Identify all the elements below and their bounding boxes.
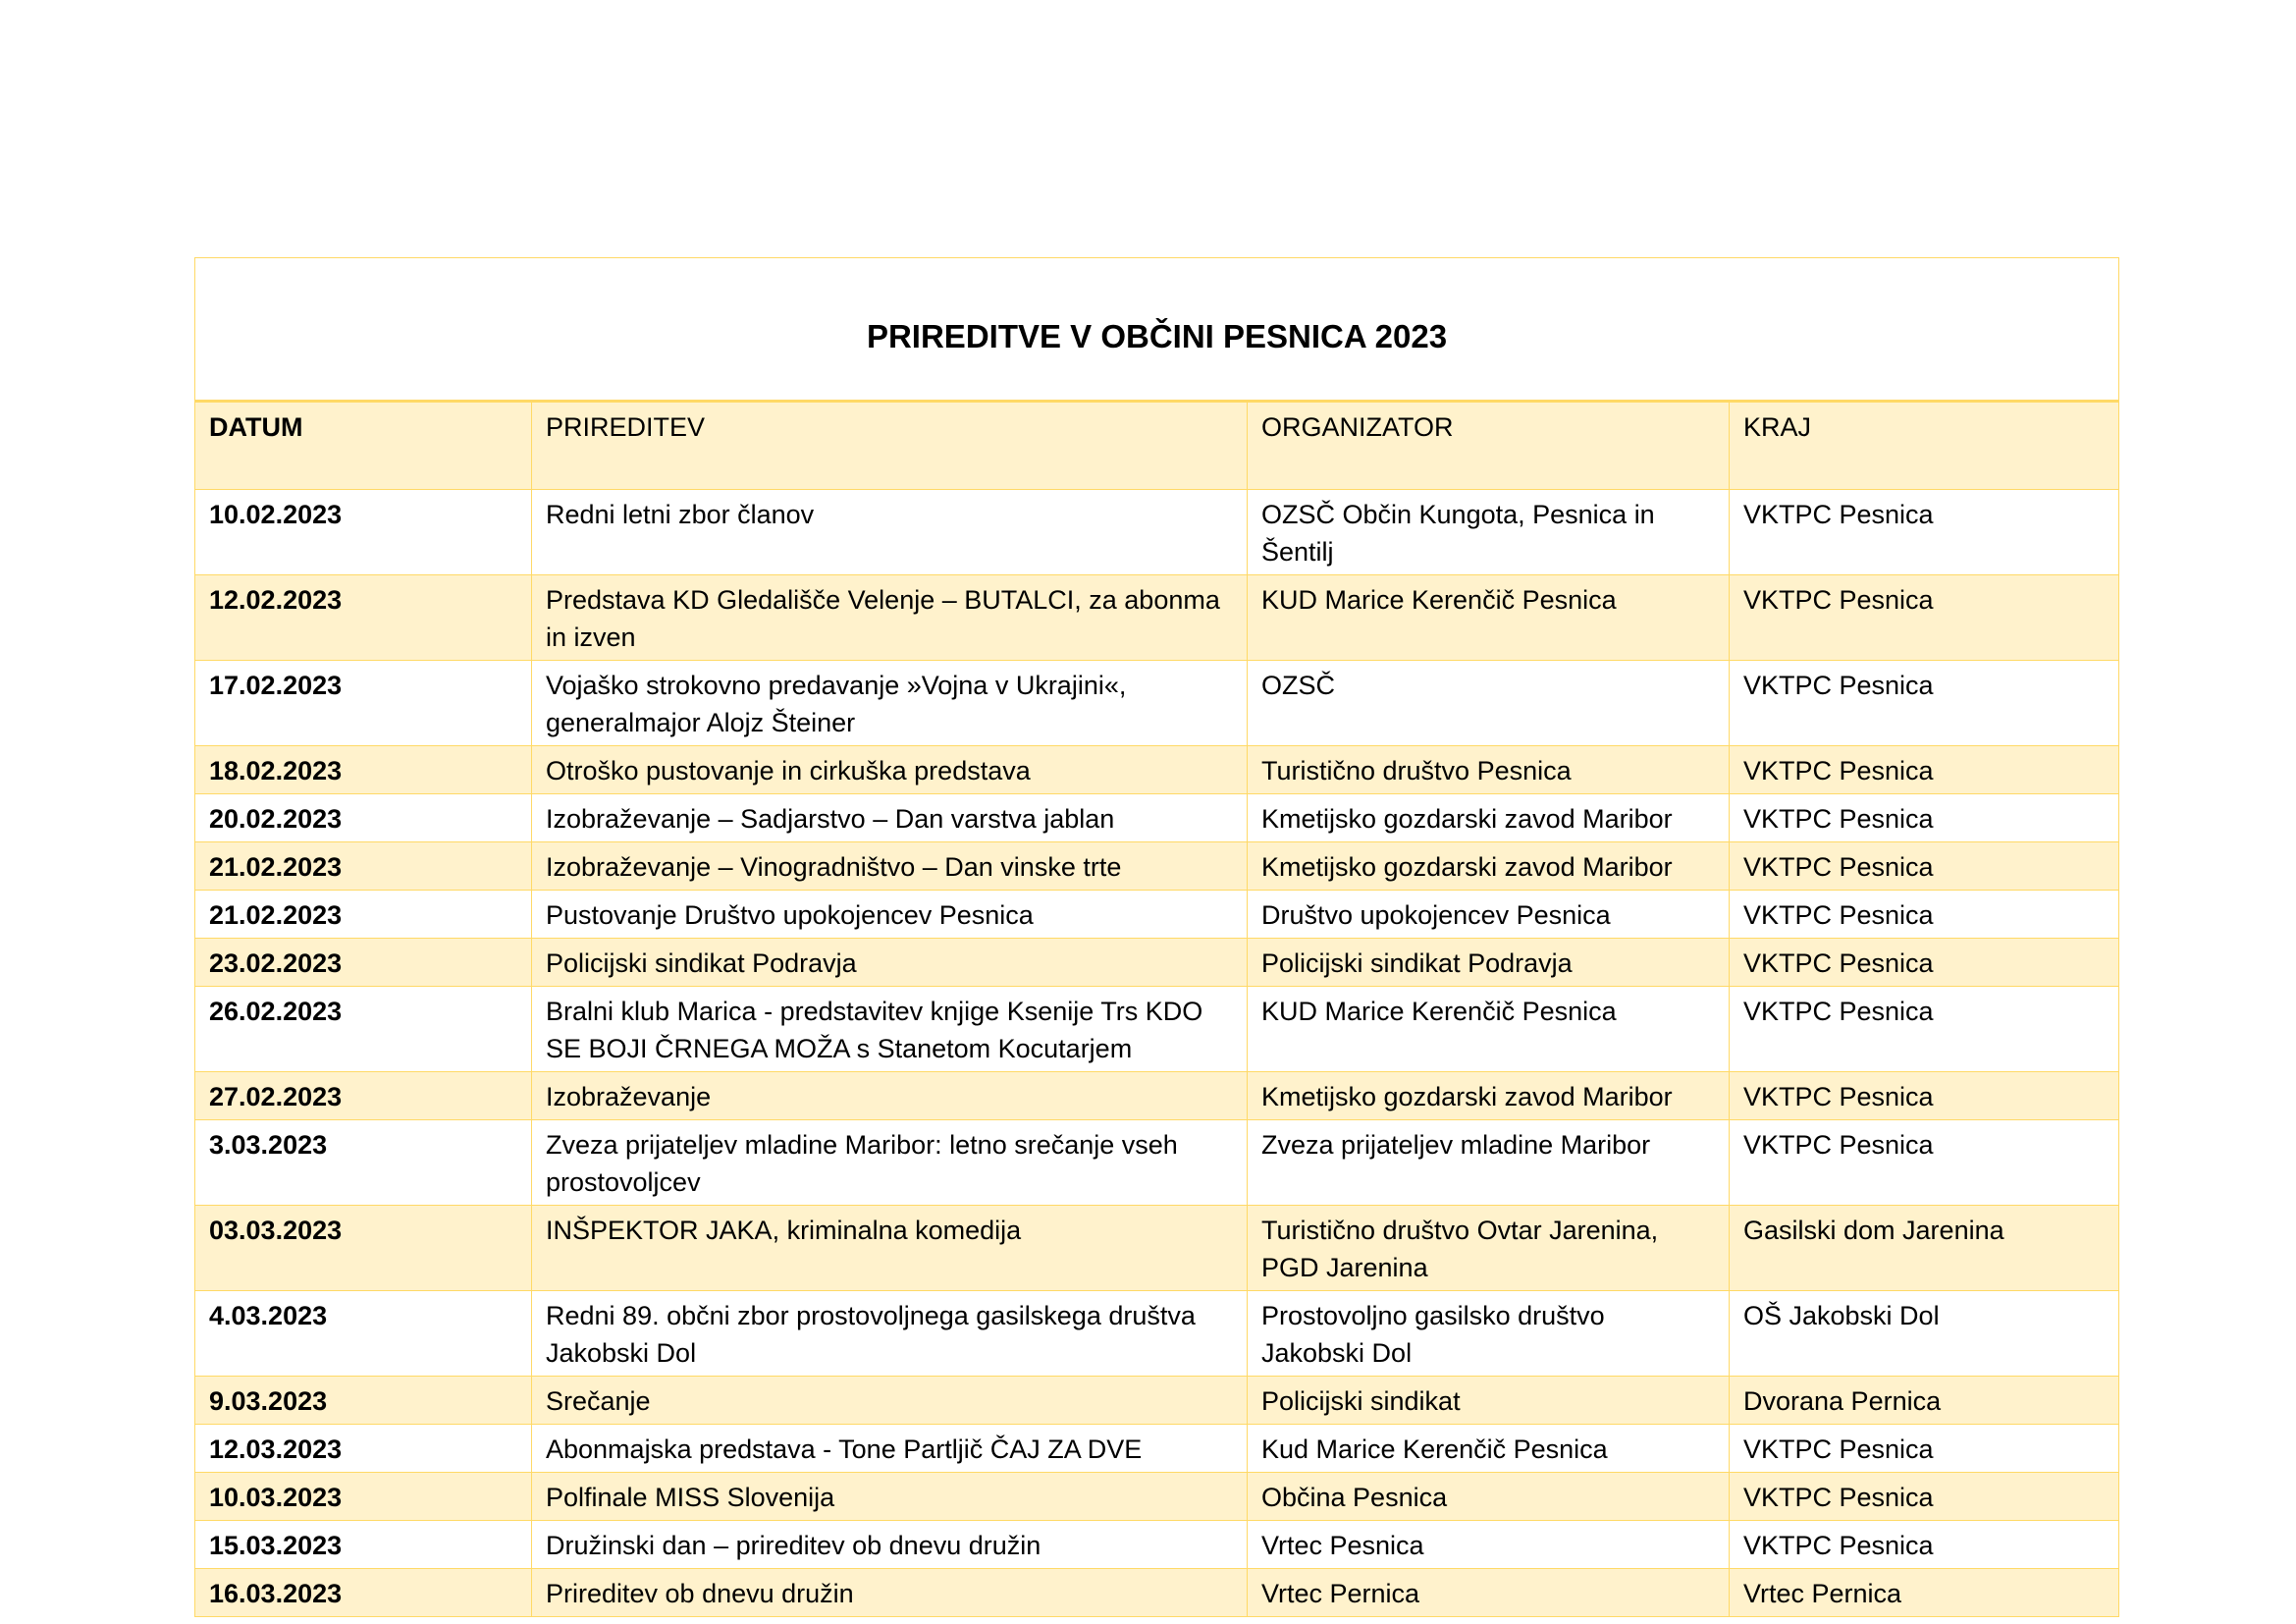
table-row bbox=[195, 1569, 2119, 1617]
cell-place: VKTPC Pesnica bbox=[1730, 575, 2119, 661]
cell-organizer: Kmetijsko gozdarski zavod Maribor bbox=[1248, 842, 1730, 891]
page-title: PRIREDITVE V OBČINI PESNICA 2023 bbox=[866, 318, 1448, 354]
cell-place: VKTPC Pesnica bbox=[1730, 1072, 2119, 1120]
cell-organizer: Društvo upokojencev Pesnica bbox=[1248, 891, 1730, 939]
cell-event: Otroško pustovanje in cirkuška predstava bbox=[532, 746, 1248, 794]
cell-place: VKTPC Pesnica bbox=[1730, 842, 2119, 891]
cell-date: 21.02.2023 bbox=[195, 891, 532, 939]
cell-event: Pustovanje Društvo upokojencev Pesnica bbox=[532, 891, 1248, 939]
cell-place: VKTPC Pesnica bbox=[1730, 794, 2119, 842]
cell-place: Dvorana Pernica bbox=[1730, 1377, 2119, 1425]
cell-event: Predstava KD Gledališče Velenje – BUTALCI, za abonma in izven bbox=[532, 575, 1248, 661]
cell-place: VKTPC Pesnica bbox=[1730, 661, 2119, 746]
cell-date: 10.03.2023 bbox=[195, 1473, 532, 1521]
table-row bbox=[195, 794, 2119, 842]
table-row bbox=[195, 939, 2119, 987]
cell-event: Vojaško strokovno predavanje »Vojna v Ukrajini«, generalmajor Alojz Šteiner bbox=[532, 661, 1248, 746]
cell-organizer: KUD Marice Kerenčič Pesnica bbox=[1248, 575, 1730, 661]
cell-date: 17.02.2023 bbox=[195, 661, 532, 746]
cell-place: Gasilski dom Jarenina bbox=[1730, 1206, 2119, 1291]
cell-event: Bralni klub Marica - predstavitev knjige Ksenije Trs KDO SE BOJI ČRNEGA MOŽA s Stanetom Kocutarjem bbox=[532, 987, 1248, 1072]
table-row bbox=[195, 746, 2119, 794]
header-event: PRIREDITEV bbox=[532, 402, 1248, 490]
table-row bbox=[195, 891, 2119, 939]
cell-event: INŠPEKTOR JAKA, kriminalna komedija bbox=[532, 1206, 1248, 1291]
cell-date: 21.02.2023 bbox=[195, 842, 532, 891]
cell-event: Izobraževanje bbox=[532, 1072, 1248, 1120]
table-row bbox=[195, 1425, 2119, 1473]
cell-date: 9.03.2023 bbox=[195, 1377, 532, 1425]
table-row bbox=[195, 1206, 2119, 1291]
cell-organizer: Kud Marice Kerenčič Pesnica bbox=[1248, 1425, 1730, 1473]
cell-date: 15.03.2023 bbox=[195, 1521, 532, 1569]
cell-date: 16.03.2023 bbox=[195, 1569, 532, 1617]
table-row bbox=[195, 1473, 2119, 1521]
header-place: KRAJ bbox=[1730, 402, 2119, 490]
cell-date: 12.03.2023 bbox=[195, 1425, 532, 1473]
header-date: DATUM bbox=[195, 402, 532, 490]
cell-event: Prireditev ob dnevu družin bbox=[532, 1569, 1248, 1617]
cell-event: Zveza prijateljev mladine Maribor: letno srečanje vseh prostovoljcev bbox=[532, 1120, 1248, 1206]
cell-place: VKTPC Pesnica bbox=[1730, 1521, 2119, 1569]
cell-organizer: OZSČ bbox=[1248, 661, 1730, 746]
cell-organizer: Vrtec Pernica bbox=[1248, 1569, 1730, 1617]
cell-event: Izobraževanje – Sadjarstvo – Dan varstva jablan bbox=[532, 794, 1248, 842]
header-row bbox=[195, 402, 2119, 490]
cell-organizer: OZSČ Občin Kungota, Pesnica in Šentilj bbox=[1248, 490, 1730, 575]
cell-place: VKTPC Pesnica bbox=[1730, 939, 2119, 987]
title-cell bbox=[195, 258, 2119, 402]
table-row bbox=[195, 661, 2119, 746]
cell-date: 26.02.2023 bbox=[195, 987, 532, 1072]
cell-organizer: Policijski sindikat Podravja bbox=[1248, 939, 1730, 987]
cell-date: 18.02.2023 bbox=[195, 746, 532, 794]
cell-date: 03.03.2023 bbox=[195, 1206, 532, 1291]
title-row bbox=[195, 258, 2119, 402]
cell-place: OŠ Jakobski Dol bbox=[1730, 1291, 2119, 1377]
cell-place: VKTPC Pesnica bbox=[1730, 891, 2119, 939]
cell-event: Polfinale MISS Slovenija bbox=[532, 1473, 1248, 1521]
table-row bbox=[195, 1291, 2119, 1377]
cell-date: 3.03.2023 bbox=[195, 1120, 532, 1206]
table-row bbox=[195, 1521, 2119, 1569]
cell-event: Policijski sindikat Podravja bbox=[532, 939, 1248, 987]
cell-event: Srečanje bbox=[532, 1377, 1248, 1425]
cell-event: Abonmajska predstava - Tone Partljič ČAJ ZA DVE bbox=[532, 1425, 1248, 1473]
table-row bbox=[195, 987, 2119, 1072]
table-row bbox=[195, 1377, 2119, 1425]
cell-date: 27.02.2023 bbox=[195, 1072, 532, 1120]
cell-event: Redni letni zbor članov bbox=[532, 490, 1248, 575]
table-row bbox=[195, 842, 2119, 891]
table-row bbox=[195, 490, 2119, 575]
table-row bbox=[195, 575, 2119, 661]
cell-organizer: Kmetijsko gozdarski zavod Maribor bbox=[1248, 794, 1730, 842]
cell-place: VKTPC Pesnica bbox=[1730, 1425, 2119, 1473]
cell-place: VKTPC Pesnica bbox=[1730, 987, 2119, 1072]
cell-event: Družinski dan – prireditev ob dnevu družin bbox=[532, 1521, 1248, 1569]
cell-date: 20.02.2023 bbox=[195, 794, 532, 842]
cell-organizer: Zveza prijateljev mladine Maribor bbox=[1248, 1120, 1730, 1206]
cell-date: 4.03.2023 bbox=[195, 1291, 532, 1377]
cell-organizer: Prostovoljno gasilsko društvo Jakobski Dol bbox=[1248, 1291, 1730, 1377]
header-organizer: ORGANIZATOR bbox=[1248, 402, 1730, 490]
cell-event: Izobraževanje – Vinogradništvo – Dan vinske trte bbox=[532, 842, 1248, 891]
cell-organizer: Občina Pesnica bbox=[1248, 1473, 1730, 1521]
cell-place: Vrtec Pernica bbox=[1730, 1569, 2119, 1617]
cell-organizer: Vrtec Pesnica bbox=[1248, 1521, 1730, 1569]
cell-date: 10.02.2023 bbox=[195, 490, 532, 575]
table-row bbox=[195, 1072, 2119, 1120]
cell-date: 12.02.2023 bbox=[195, 575, 532, 661]
cell-organizer: Turistično društvo Pesnica bbox=[1248, 746, 1730, 794]
cell-date: 23.02.2023 bbox=[195, 939, 532, 987]
cell-place: VKTPC Pesnica bbox=[1730, 1120, 2119, 1206]
cell-place: VKTPC Pesnica bbox=[1730, 490, 2119, 575]
cell-organizer: KUD Marice Kerenčič Pesnica bbox=[1248, 987, 1730, 1072]
cell-organizer: Turistično društvo Ovtar Jarenina, PGD Jarenina bbox=[1248, 1206, 1730, 1291]
cell-organizer: Policijski sindikat bbox=[1248, 1377, 1730, 1425]
cell-event: Redni 89. občni zbor prostovoljnega gasilskega društva Jakobski Dol bbox=[532, 1291, 1248, 1377]
events-table bbox=[194, 257, 2119, 1617]
cell-place: VKTPC Pesnica bbox=[1730, 1473, 2119, 1521]
cell-place: VKTPC Pesnica bbox=[1730, 746, 2119, 794]
cell-organizer: Kmetijsko gozdarski zavod Maribor bbox=[1248, 1072, 1730, 1120]
table-row bbox=[195, 1120, 2119, 1206]
